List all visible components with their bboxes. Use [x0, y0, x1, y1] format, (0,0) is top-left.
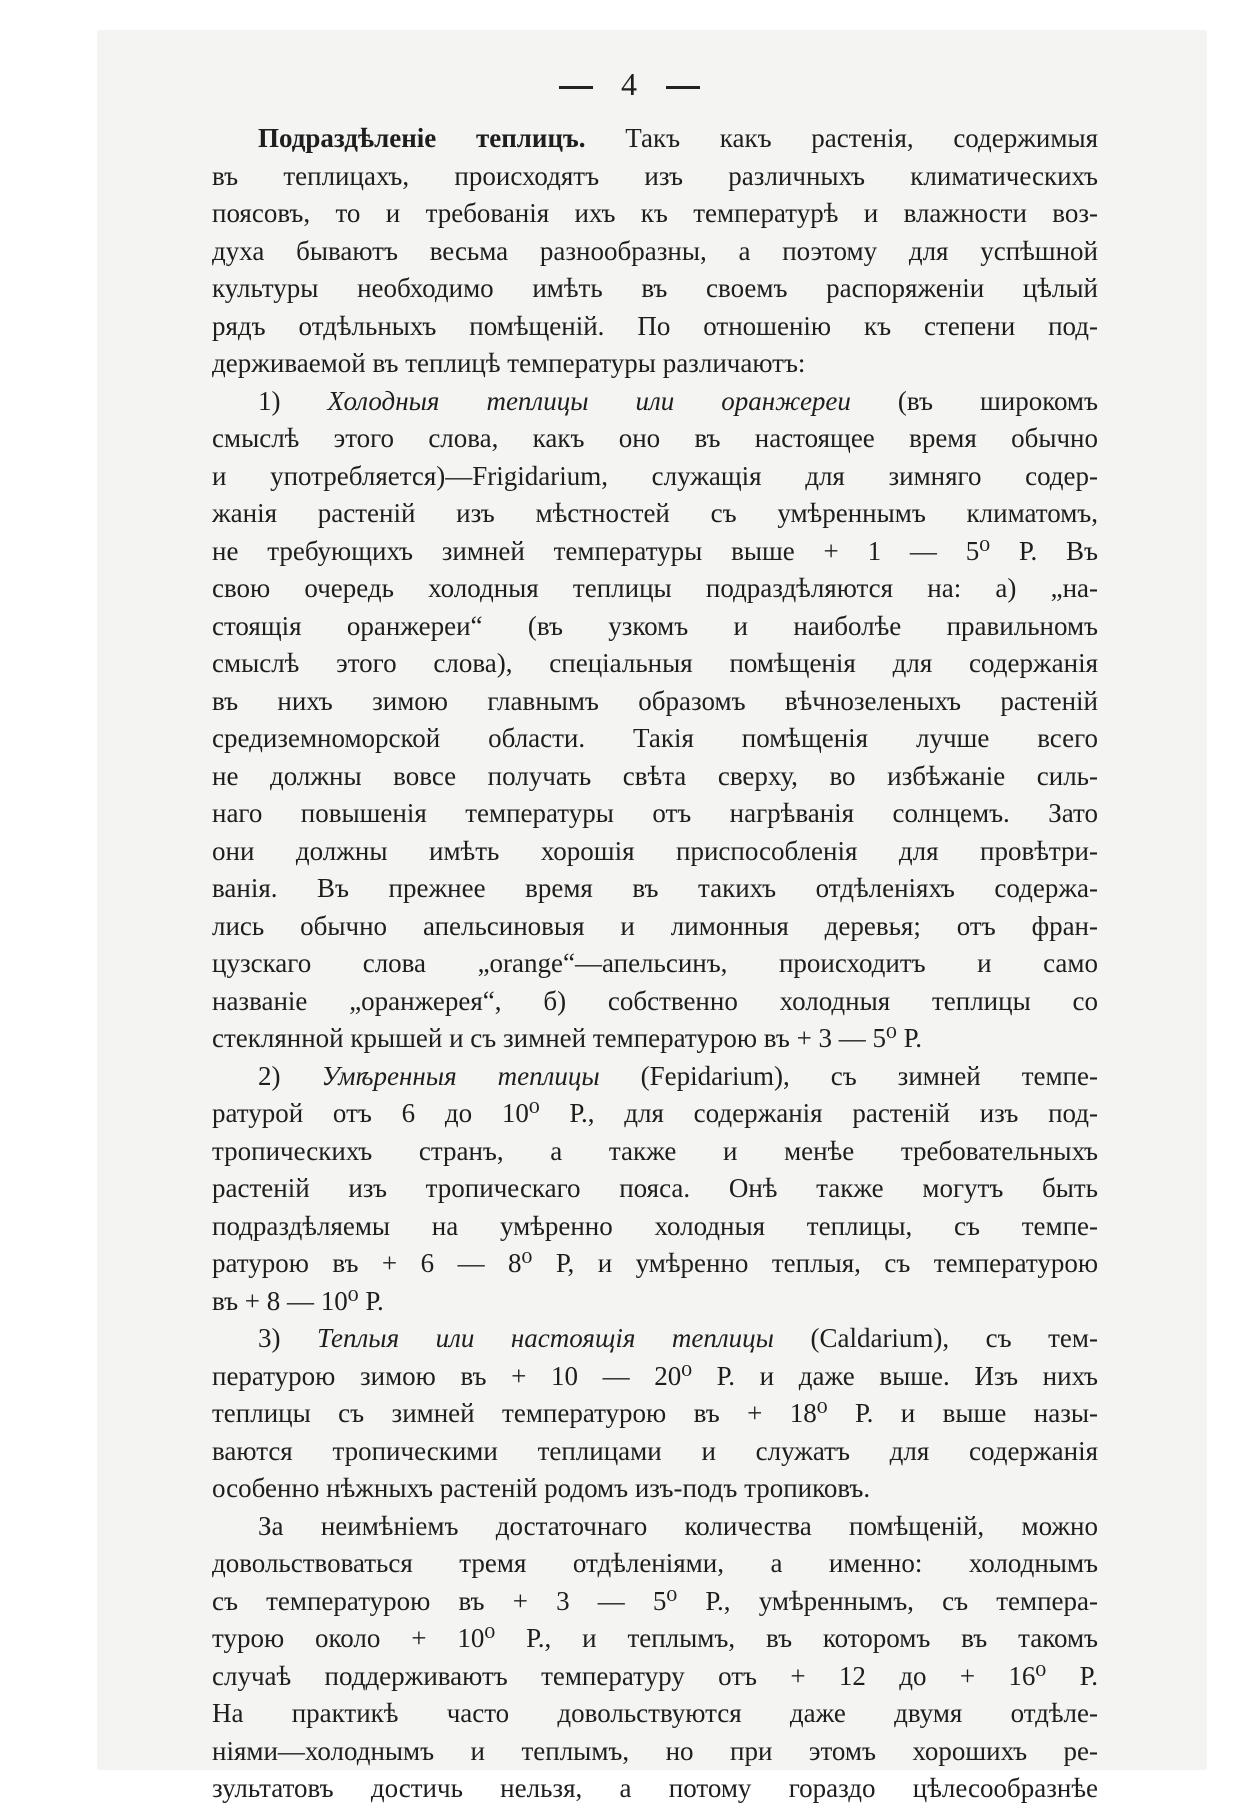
text-line: 1) Холодныя теплицы или оранжереи (въ широкомъ: [258, 385, 1098, 416]
text-line: ратурою въ + 6 — 8⁰ Р, и умѣренно теплыя, съ температурою: [212, 1248, 1098, 1278]
page-number: 4: [621, 66, 638, 102]
text-line: свою очередь холодныя теплицы подраздѣляются на: а) „на-: [212, 573, 1098, 603]
text-line: растеній изъ тропическаго пояса. Онѣ также могутъ быть: [212, 1173, 1098, 1203]
text-line: зультатовъ достичь нельзя, а потому гораздо цѣлесообразнѣе: [212, 1773, 1098, 1803]
text-line: рядъ отдѣльныхъ помѣщеній. По отношенію къ степени под-: [212, 310, 1098, 341]
text-line: довольствоваться тремя отдѣленіями, а именно: холоднымъ: [212, 1548, 1098, 1578]
text-line: На практикѣ часто довольствуются даже двумя отдѣле-: [212, 1698, 1098, 1728]
text-line: лись обычно апельсиновыя и лимонныя деревья; отъ фран-: [212, 910, 1098, 941]
body-text: [212, 120, 1098, 1808]
text-line: стеклянной крышей и съ зимней температурою въ + 3 — 5⁰ Р.: [212, 1023, 923, 1053]
text-line: наго повышенія температуры отъ нагрѣванія солнцемъ. Зато: [212, 798, 1098, 828]
text-line: держиваемой въ теплицѣ температуры различаютъ:: [212, 348, 806, 378]
text-line: названіе „оранжерея“, б) собственно холодныя теплицы со: [212, 985, 1098, 1016]
text-line: и употребляется)—Frigidarium, служащія для зимняго содер-: [212, 460, 1098, 491]
text-line: тропическихъ странъ, а также и менѣе требовательныхъ: [212, 1135, 1098, 1166]
text-line: жанія растеній изъ мѣстностей съ умѣреннымъ климатомъ,: [212, 498, 1098, 528]
text-line: Подраздѣленіе теплицъ. Такъ какъ растенія, содержимыя: [258, 123, 1098, 153]
text-line: они должны имѣть хорошія приспособленія для провѣтри-: [212, 835, 1098, 866]
text-line: случаѣ поддерживаютъ температуру отъ + 12 до + 16⁰ Р.: [212, 1660, 1098, 1691]
text-line: ванія. Въ прежнее время въ такихъ отдѣленіяхъ содержа-: [212, 873, 1098, 903]
header-dash-left: [559, 86, 593, 89]
page-header: [0, 66, 1259, 103]
text-line: 2) Умѣренныя теплицы (Fepidarium), съ зимней темпе-: [258, 1060, 1098, 1091]
text-line: духа бываютъ весьма разнообразны, а поэтому для успѣшной: [212, 235, 1098, 266]
text-line: особенно нѣжныхъ растеній родомъ изъ-подъ тропиковъ.: [212, 1473, 871, 1503]
text-line: поясовъ, то и требованія ихъ къ температурѣ и влажности воз-: [212, 198, 1098, 228]
text-line: смыслѣ этого слова), спеціальныя помѣщенія для содержанія: [212, 648, 1098, 678]
text-line: За неимѣніемъ достаточнаго количества помѣщеній, можно: [258, 1510, 1098, 1541]
text-line: ваются тропическими теплицами и служатъ для содержанія: [212, 1435, 1098, 1466]
text-line: стоящія оранжереи“ (въ узкомъ и наиболѣе правильномъ: [212, 610, 1098, 641]
text-line: смыслѣ этого слова, какъ оно въ настоящее время обычно: [212, 423, 1098, 453]
text-line: ратурой отъ 6 до 10⁰ Р., для содержанія растеній изъ под-: [212, 1098, 1098, 1128]
text-line: пературою зимою въ + 10 — 20⁰ Р. и даже выше. Изъ нихъ: [212, 1360, 1098, 1391]
text-line: въ теплицахъ, происходятъ изъ различныхъ климатическихъ: [212, 160, 1098, 191]
text-line: турою около + 10⁰ Р., и теплымъ, въ которомъ въ такомъ: [212, 1623, 1098, 1653]
text-line: теплицы съ зимней температурою въ + 18⁰ Р. и выше назы-: [212, 1398, 1098, 1428]
text-line: 3) Теплыя или настоящія теплицы (Caldarium), съ тем-: [258, 1323, 1098, 1353]
text-line: культуры необходимо имѣть въ своемъ распоряженіи цѣлый: [212, 273, 1098, 303]
text-line: въ + 8 — 10⁰ Р.: [212, 1285, 384, 1316]
text-line: не требующихъ зимней температуры выше + 1 — 5⁰ Р. Въ: [212, 535, 1098, 566]
header-dash-right: [666, 86, 700, 89]
text-line: подраздѣляемы на умѣренно холодныя теплицы, съ темпе-: [212, 1210, 1098, 1241]
text-line: цузскаго слова „orange“—апельсинъ, происходитъ и само: [212, 948, 1098, 978]
text-line: въ нихъ зимою главнымъ образомъ вѣчнозеленыхъ растеній: [212, 685, 1098, 716]
text-line: съ температурою въ + 3 — 5⁰ Р., умѣреннымъ, съ темпера-: [212, 1585, 1098, 1616]
text-line: ніями—холоднымъ и теплымъ, но при этомъ хорошихъ ре-: [212, 1735, 1098, 1766]
text-line: не должны вовсе получать свѣта сверху, во избѣжаніе силь-: [212, 760, 1098, 791]
text-line: средиземноморской области. Такія помѣщенія лучше всего: [212, 723, 1098, 753]
